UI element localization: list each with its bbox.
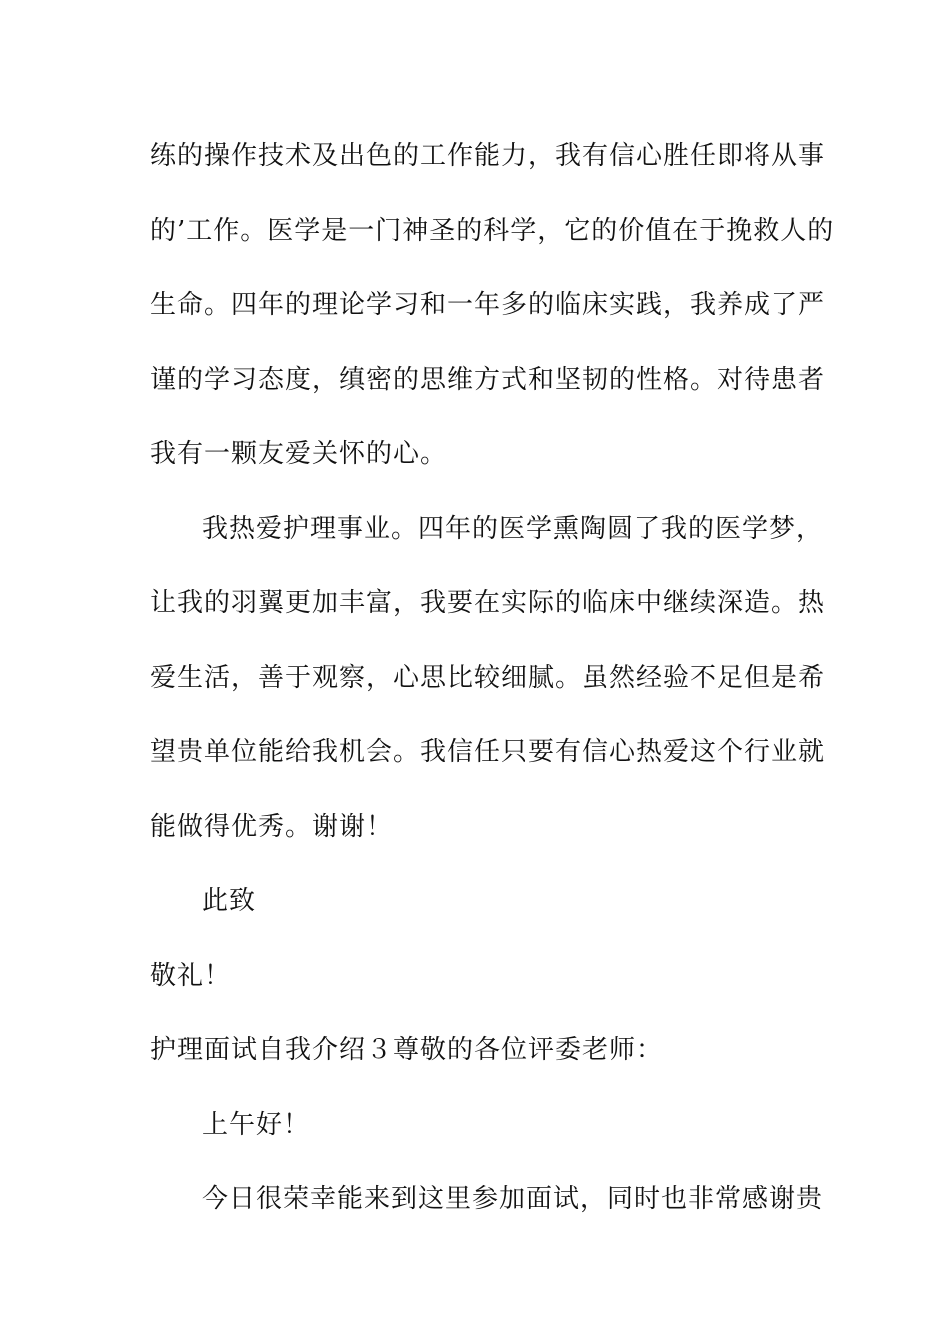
text-line: 我有一颗友爱关怀的心。 [150, 439, 448, 469]
section-heading-line: 护理面试自我介绍３尊敬的各位评委老师： [150, 1035, 664, 1065]
text-line: 谨的学习态度，缜密的思维方式和坚韧的性格。对待患者 [150, 364, 826, 395]
text-line: 让我的羽翼更加丰富，我要在实际的临床中继续深造。热 [150, 588, 826, 618]
text-line: 生命。四年的理论学习和一年多的临床实践，我养成了严 [150, 290, 826, 320]
greeting-line: 上午好！ [202, 1109, 311, 1140]
salutation-line: 敬礼！ [150, 960, 232, 991]
text-line: 我热爱护理事业。四年的医学熏陶圆了我的医学梦， [202, 513, 824, 544]
text-line: 望贵单位能给我机会。我信任只要有信心热爱这个行业就 [150, 737, 826, 767]
text-line: 的’工作。医学是一门神圣的科学，它的价值在于挽救人的 [150, 215, 835, 246]
document-body [150, 119, 835, 1237]
text-line: 爱生活，善于观察，心思比较细腻。虽然经验不足但是希 [150, 662, 826, 693]
text-line: 今日很荣幸能来到这里参加面试，同时也非常感谢贵 [202, 1184, 824, 1214]
closing-line: 此致 [202, 886, 257, 916]
text-line: 练的操作技术及出色的工作能力，我有信心胜任即将从事 [150, 141, 826, 171]
text-line: 能做得优秀。谢谢！ [150, 811, 394, 842]
